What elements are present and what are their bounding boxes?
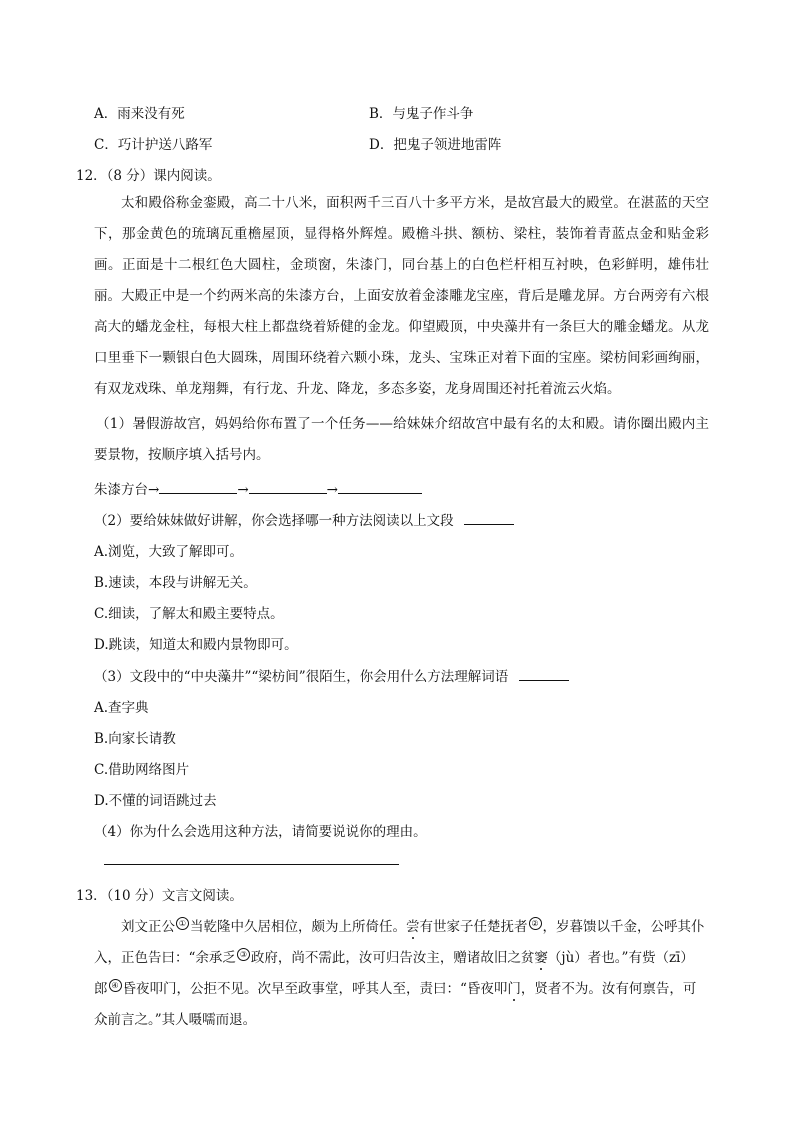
sub3-option-a: A.查字典 [94,700,149,716]
q11-option-d: D．把鬼子领进地雷阵 [369,137,502,153]
emphasis-dotted-char: 尝 [406,919,420,935]
sub2-option-a: A.浏览，大致了解即可。 [94,544,244,560]
q13-text: 郎 [94,981,108,997]
footnote-marker-2: ② [529,917,542,930]
q12-passage-2: 大殿正中是一个约两米高的朱漆方台，上面安放着金漆雕龙宝座，背后是雕龙屏。方台两旁有六根高大的蟠龙金柱，每根大柱上都盘绕着矫健的金龙。仰望殿顶，中央藻井有一条巨大的雕金蟠龙。从龙口里垂下一颗银白色大圆珠，周围环绕着六颗小珠，龙头、宝珠正对着下面的宝座。梁枋间彩画绚丽，有双龙戏珠、单龙翔舞，有行龙、升龙、降龙，多态多姿，龙身周围还衬托着流云火焰。 [94,288,709,397]
subquestion-2-blank[interactable] [464,512,514,525]
sub3-option-b: B.向家长请教 [94,731,176,747]
subquestion-3-blank[interactable] [519,668,569,681]
q12-subquestion-2 [94,509,514,529]
emphasis-dotted-char: 门 [507,981,521,997]
q13-text: 入，正色告曰：“余承乏 [94,950,236,966]
q13-text: （jù）者也。”有赀（zī） [547,950,694,966]
q12-subquestion-3 [94,665,569,685]
sub2-option-d: D.跳读，知道太和殿内景物即可。 [94,637,298,653]
sequence-blank-1[interactable] [159,481,237,494]
sequence-blank-2[interactable] [249,481,327,494]
q12-passage-1: 太和殿俗称金銮殿，高二十八米，面积两千三百八十多平方米，是故宫最大的殿堂。在湛蓝的天空下，那金黄色的琉璃瓦重檐屋顶，显得格外辉煌。殿檐斗拱、额枋、梁柱，装饰着青蓝点金和贴金彩画。正面是十二根红色大圆柱，金琐窗，朱漆门，同台基上的白色栏杆相互衬映，色彩鲜明，雄伟壮丽。 [94,195,709,304]
q12-subquestion-4: （4）你为什么会选用这种方法，请简要说说你的理由。 [94,824,427,840]
q13-text: 有世家子任楚抚者 [419,919,528,935]
q12-heading: 12．（8 分）课内阅读。 [76,168,221,184]
q13-text-line-3 [94,977,696,997]
q13-text-line-2 [94,946,694,966]
q11-option-b: B．与鬼子作斗争 [369,106,474,122]
subquestion-2-text: （2）要给妹妹做好讲解，你会选择哪一种方法阅读以上文段 [94,513,454,529]
q13-heading: 13．（10 分）文言文阅读。 [76,888,243,904]
q13-text: 当乾隆中久居相位，颇为上所倚任。 [190,919,406,935]
q13-text-line-1 [121,915,705,935]
footnote-marker-1: ① [176,917,189,930]
q13-text: 刘文正公 [121,919,175,935]
q11-option-a: A．雨来没有死 [94,106,185,122]
subquestion-3-text: （3）文段中的“中央藻井”“梁枋间”很陌生，你会用什么方法理解词语 [94,669,509,685]
q12-sequence-answer [94,478,422,498]
q13-text: 政府，尚不需此，汝可归告汝主，赠诸故旧之贫 [250,950,535,966]
emphasis-dotted-char: 窭 [534,950,548,966]
answer-line[interactable] [104,864,399,865]
sub2-option-c: C.细读，了解太和殿主要特点。 [94,606,284,622]
q13-text: ，岁暮馈以千金，公呼其仆 [542,919,705,935]
sub3-option-d: D.不懂的词语跳过去 [94,793,217,809]
footnote-marker-4: ④ [109,979,122,992]
q13-text-line-4: 众前言之。”其人嗫嚅而退。 [94,1012,257,1028]
sequence-blank-3[interactable] [338,481,422,494]
sequence-start-label: 朱漆方台 [94,482,148,498]
q13-text: ，贤者不为。汝有何禀告，可 [520,981,697,997]
q12-subquestion-1: （1）暑假游故宫，妈妈给你布置了一个任务——给妹妹介绍故宫中最有名的太和殿。请你圈出殿内主要景物，按顺序填入括号内。 [94,416,709,463]
arrow-icon: → [326,482,338,498]
arrow-icon: → [237,482,249,498]
q11-option-c: C．巧计护送八路军 [94,137,213,153]
sub2-option-b: B.速读，本段与讲解无关。 [94,575,257,591]
arrow-icon: → [148,482,160,498]
sub3-option-c: C.借助网络图片 [94,762,190,778]
q13-text: 昏夜叩门，公拒不见。次早至政事堂，呼其人至，责曰：“昏夜叩 [122,981,508,997]
footnote-marker-3: ③ [237,948,250,961]
